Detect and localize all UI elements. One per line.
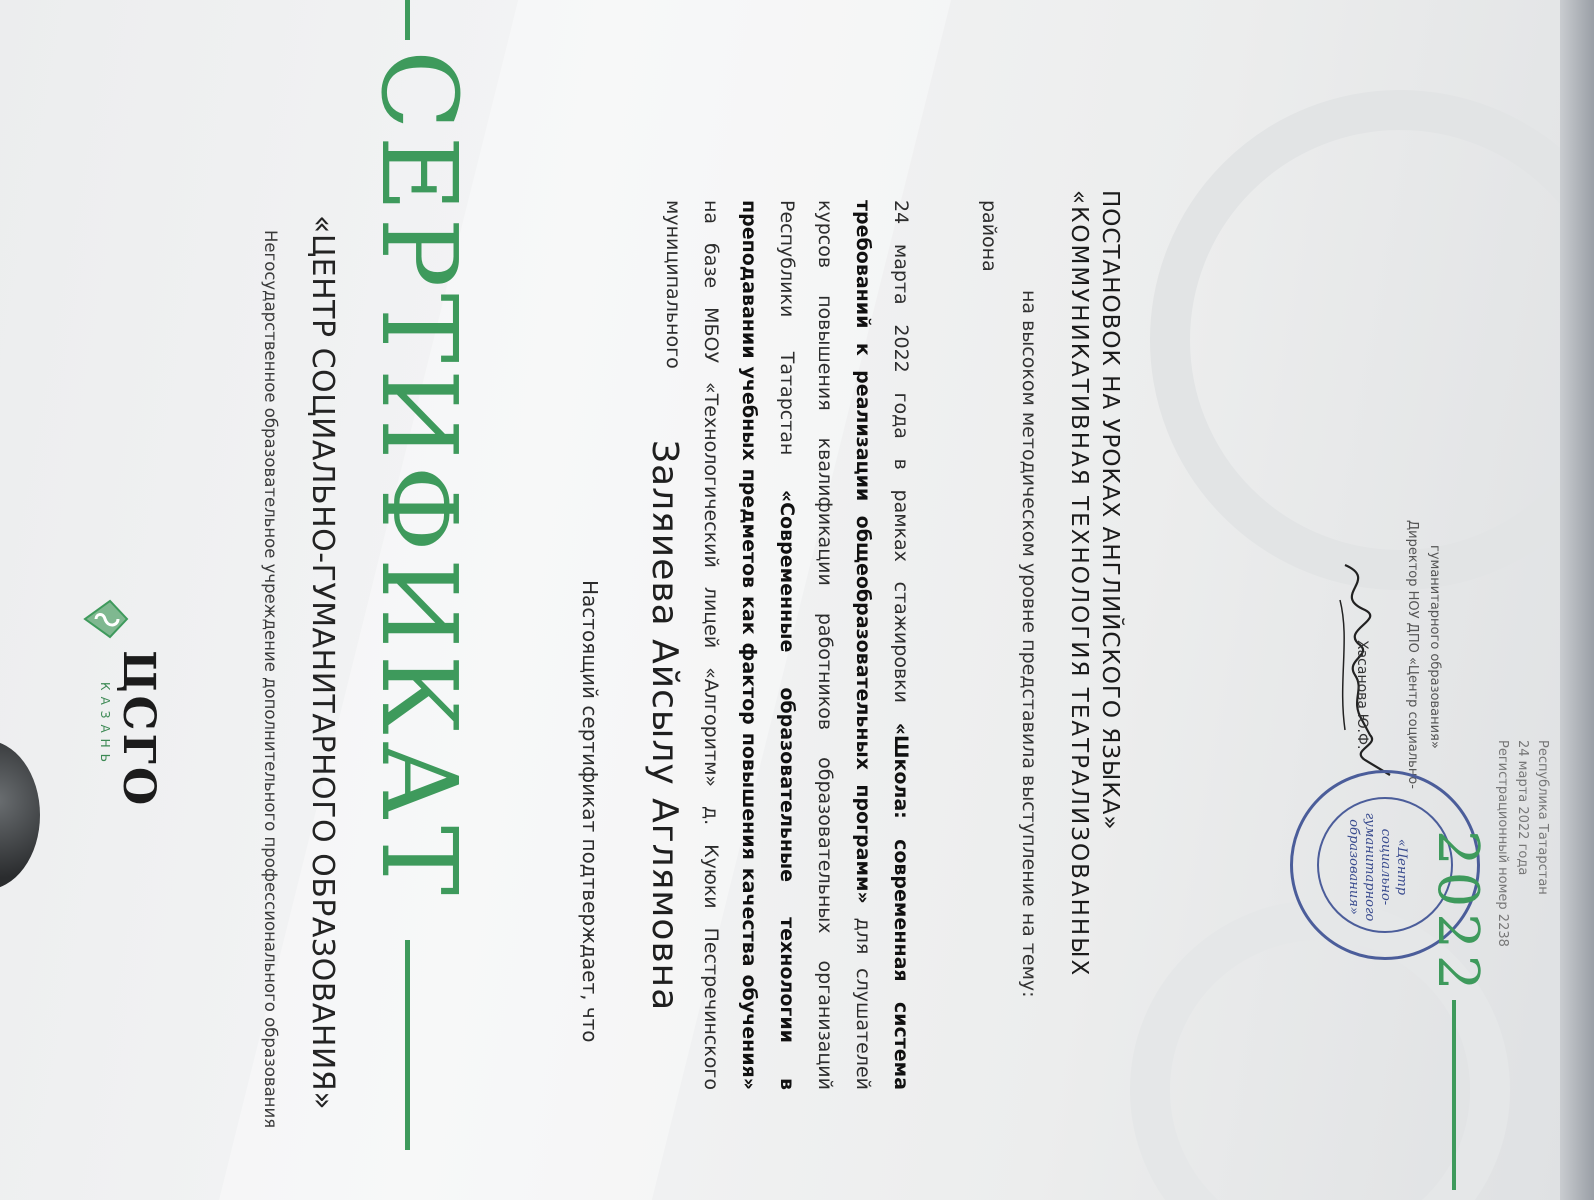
logo-abbreviation: ЦСГО [113, 650, 164, 809]
district-text: района [978, 200, 1000, 272]
signer-title-line-1: Директор НОУ ДПО «Центр социально- [1405, 520, 1420, 789]
body-text-2: для слушателей курсов повышения квалификации работников образовательных организаций Республики Татарстан [776, 200, 874, 1090]
org-name: «ЦЕНТР СОЦИАЛЬНО-ГУМАНИТАРНОГО ОБРАЗОВАНИЯ» [305, 215, 340, 1111]
title-rule-right [405, 940, 410, 1150]
registration-number: Регистрационный номер 2238 [1495, 740, 1510, 947]
title-rule-left [405, 0, 410, 40]
module-name: «Современные образовательные технологии в преподавании учебных предметов как фактор повышения качества обучения» [738, 200, 798, 1090]
title-text: СЕРТИФИКАТ [358, 50, 480, 902]
signer-name: Хасанова Ю.Ф. [1354, 640, 1370, 750]
body-text-3: на базе МБОУ «Технологический лицей «Алгоритм» д. Куюки Пестречинского муниципального [662, 200, 722, 1090]
recipient-name: Заляиева Айсылу Аглямовна [644, 440, 685, 1012]
year-rule [1452, 1000, 1456, 1190]
pen-nib-icon [82, 595, 130, 643]
registration-region: Республика Татарстан [1535, 740, 1550, 895]
certificate-year [1410, 830, 1490, 1190]
signer-title-line-2: гуманитарного образования» [1427, 545, 1442, 749]
year-text: 2022 [1425, 830, 1490, 997]
speech-topic-line-1: «КОММУНИКАТИВНАЯ ТЕХНОЛОГИЯ ТЕАТРАЛИЗОВАННЫХ [1066, 190, 1092, 978]
registration-date: 24 марта 2022 года [1515, 740, 1530, 876]
body-text-1: 24 марта 2022 года в рамках стажировки [890, 200, 912, 703]
course-name: «Школа: современная система требований к реализации общеобразовательных программ» [852, 200, 912, 1090]
confirm-text: Настоящий сертификат подтверждает, что [578, 580, 602, 1043]
certificate-body [660, 200, 920, 1090]
org-type: Негосударственное образовательное учреждение дополнительного профессионального образования [261, 230, 280, 1129]
speech-intro: на высоком методическом уровне представила выступление на тему: [1018, 290, 1040, 998]
logo-city: КАЗАНЬ [98, 682, 112, 768]
org-logo [40, 650, 170, 809]
table-edge [1560, 0, 1594, 1200]
stamp-text: «Центр социально- гуманитарного образования» [1346, 812, 1409, 922]
speech-topic-line-2: ПОСТАНОВОК НА УРОКАХ АНГЛИЙСКОГО ЯЗЫКА» [1097, 190, 1123, 831]
certificate-title [330, 0, 480, 1200]
